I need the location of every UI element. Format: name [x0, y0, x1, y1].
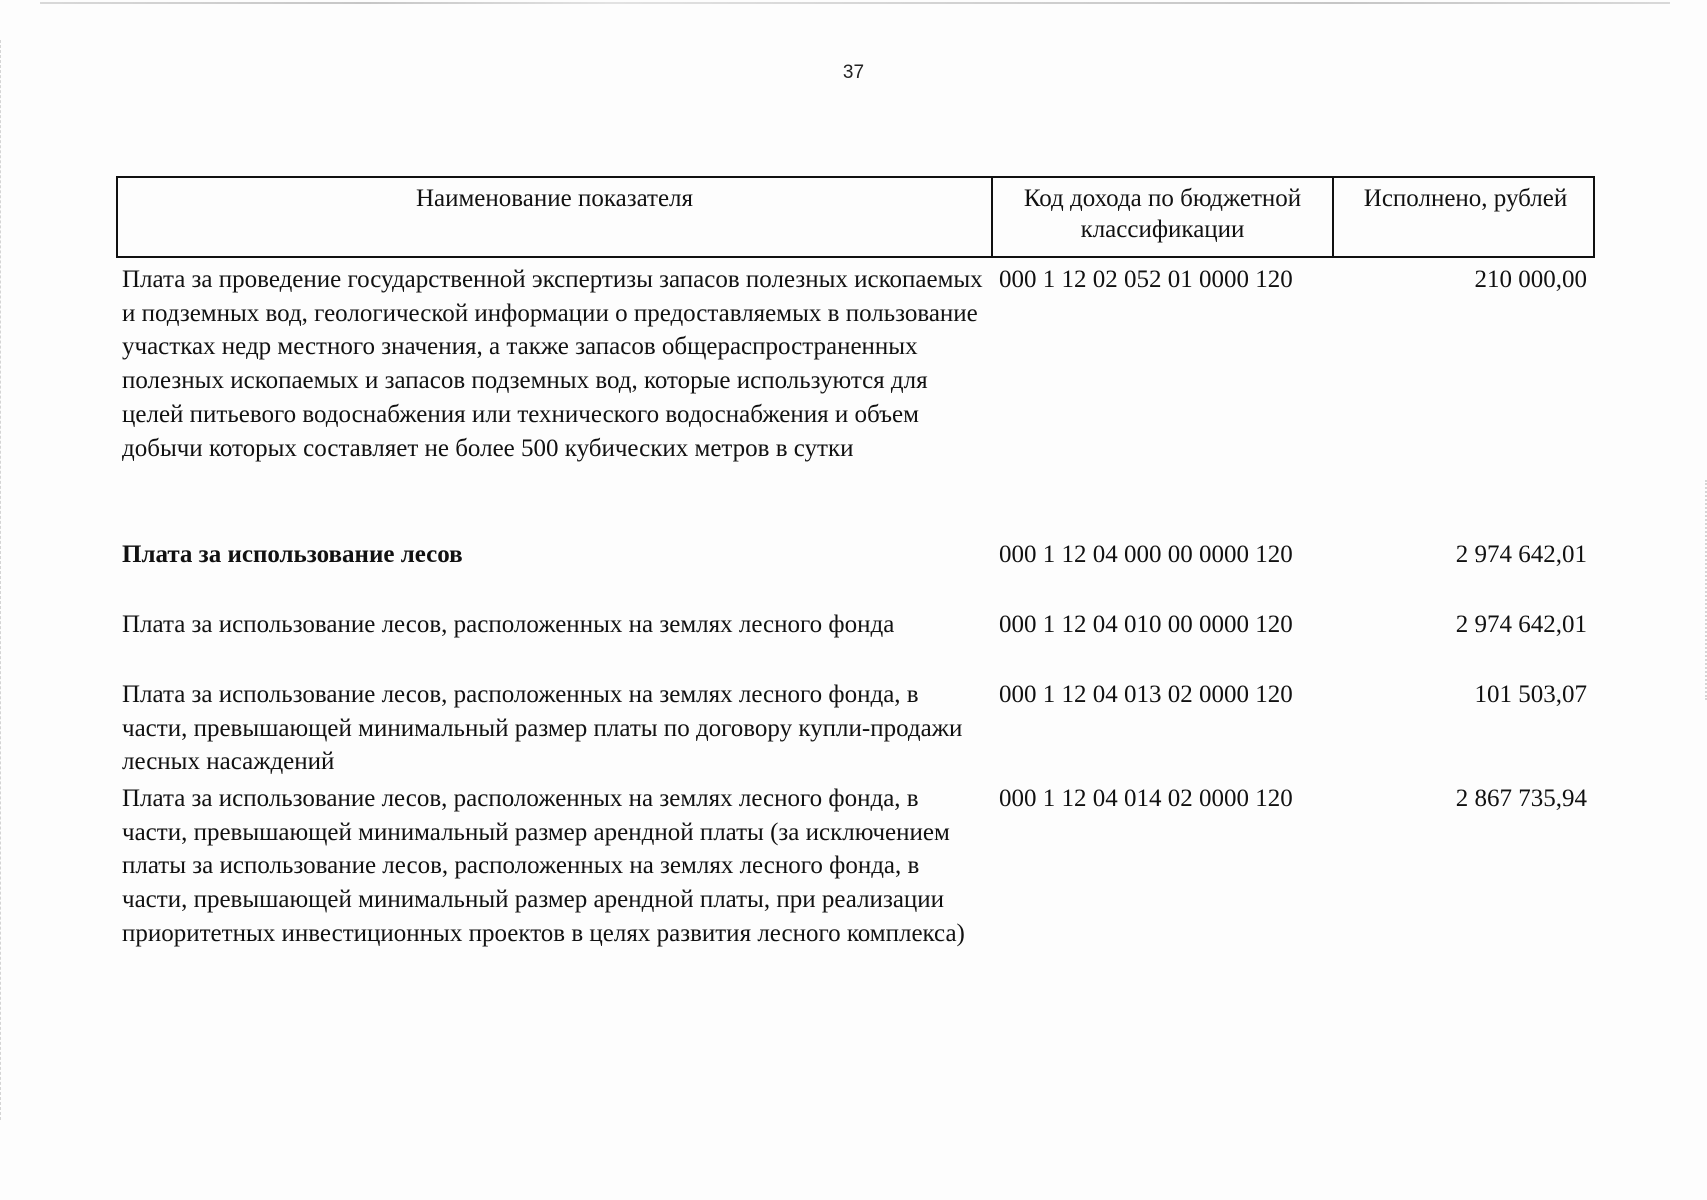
row-name: Плата за использование лесов, расположенных на землях лесного фонда, в части, превышающей минимальный размер арендной платы (за исключением платы за использование лесов, расположенных на землях лесного фонда, в части, превышающей минимальный размер арендной платы, при реализации приоритетных инвестиционных проектов в целях развития лесного комплекса): [122, 785, 965, 947]
header-code: Код дохода по бюджетной классификации: [991, 178, 1332, 256]
row-name: Плата за проведение государственной экспертизы запасов полезных ископаемых и подземных вод, геологической информации о предоставляемых в пользование участках недр местного значения, а также запасов общераспространенных полезных ископаемых и запасов подземных вод, которые используются для целей питьевого водоснабжения или технического водоснабжения и объем добычи которых составляет не более 500 кубических метров в сутки: [122, 266, 983, 462]
scan-artifact-left: [0, 40, 7, 1120]
row-code: 000 1 12 02 052 01 0000 120: [999, 266, 1293, 293]
row-name: Плата за использование лесов, расположенных на землях лесного фонда, в части, превышающей минимальный размер платы по договору купли-продажи лесных насаждений: [122, 681, 963, 776]
row-amount: 101 503,07: [1474, 681, 1587, 708]
header-name: Наименование показателя: [415, 185, 694, 212]
table-row: [116, 678, 1595, 782]
row-code: 000 1 12 04 013 02 0000 120: [999, 681, 1293, 708]
scan-artifact-top: [40, 2, 1670, 4]
table-row: [116, 608, 1595, 678]
row-code: 000 1 12 04 010 00 0000 120: [999, 611, 1293, 638]
row-name: Плата за использование лесов, расположенных на землях лесного фонда: [122, 611, 895, 638]
scan-artifact-right: [1695, 480, 1707, 700]
table-header: [116, 176, 1595, 258]
table-row: [116, 263, 1595, 538]
header-amount: Исполнено, рублей: [1332, 178, 1597, 256]
row-amount: 210 000,00: [1474, 266, 1587, 293]
row-amount: 2 974 642,01: [1455, 611, 1587, 638]
row-amount: 2 867 735,94: [1455, 785, 1587, 812]
row-name: Плата за использование лесов: [122, 541, 463, 568]
table-row: [116, 782, 1595, 992]
row-amount: 2 974 642,01: [1455, 541, 1587, 568]
row-code: 000 1 12 04 014 02 0000 120: [999, 785, 1293, 812]
table-row: [116, 538, 1595, 608]
page-number: 37: [842, 62, 865, 83]
revenue-table: [116, 176, 1595, 992]
row-code: 000 1 12 04 000 00 0000 120: [999, 541, 1293, 568]
